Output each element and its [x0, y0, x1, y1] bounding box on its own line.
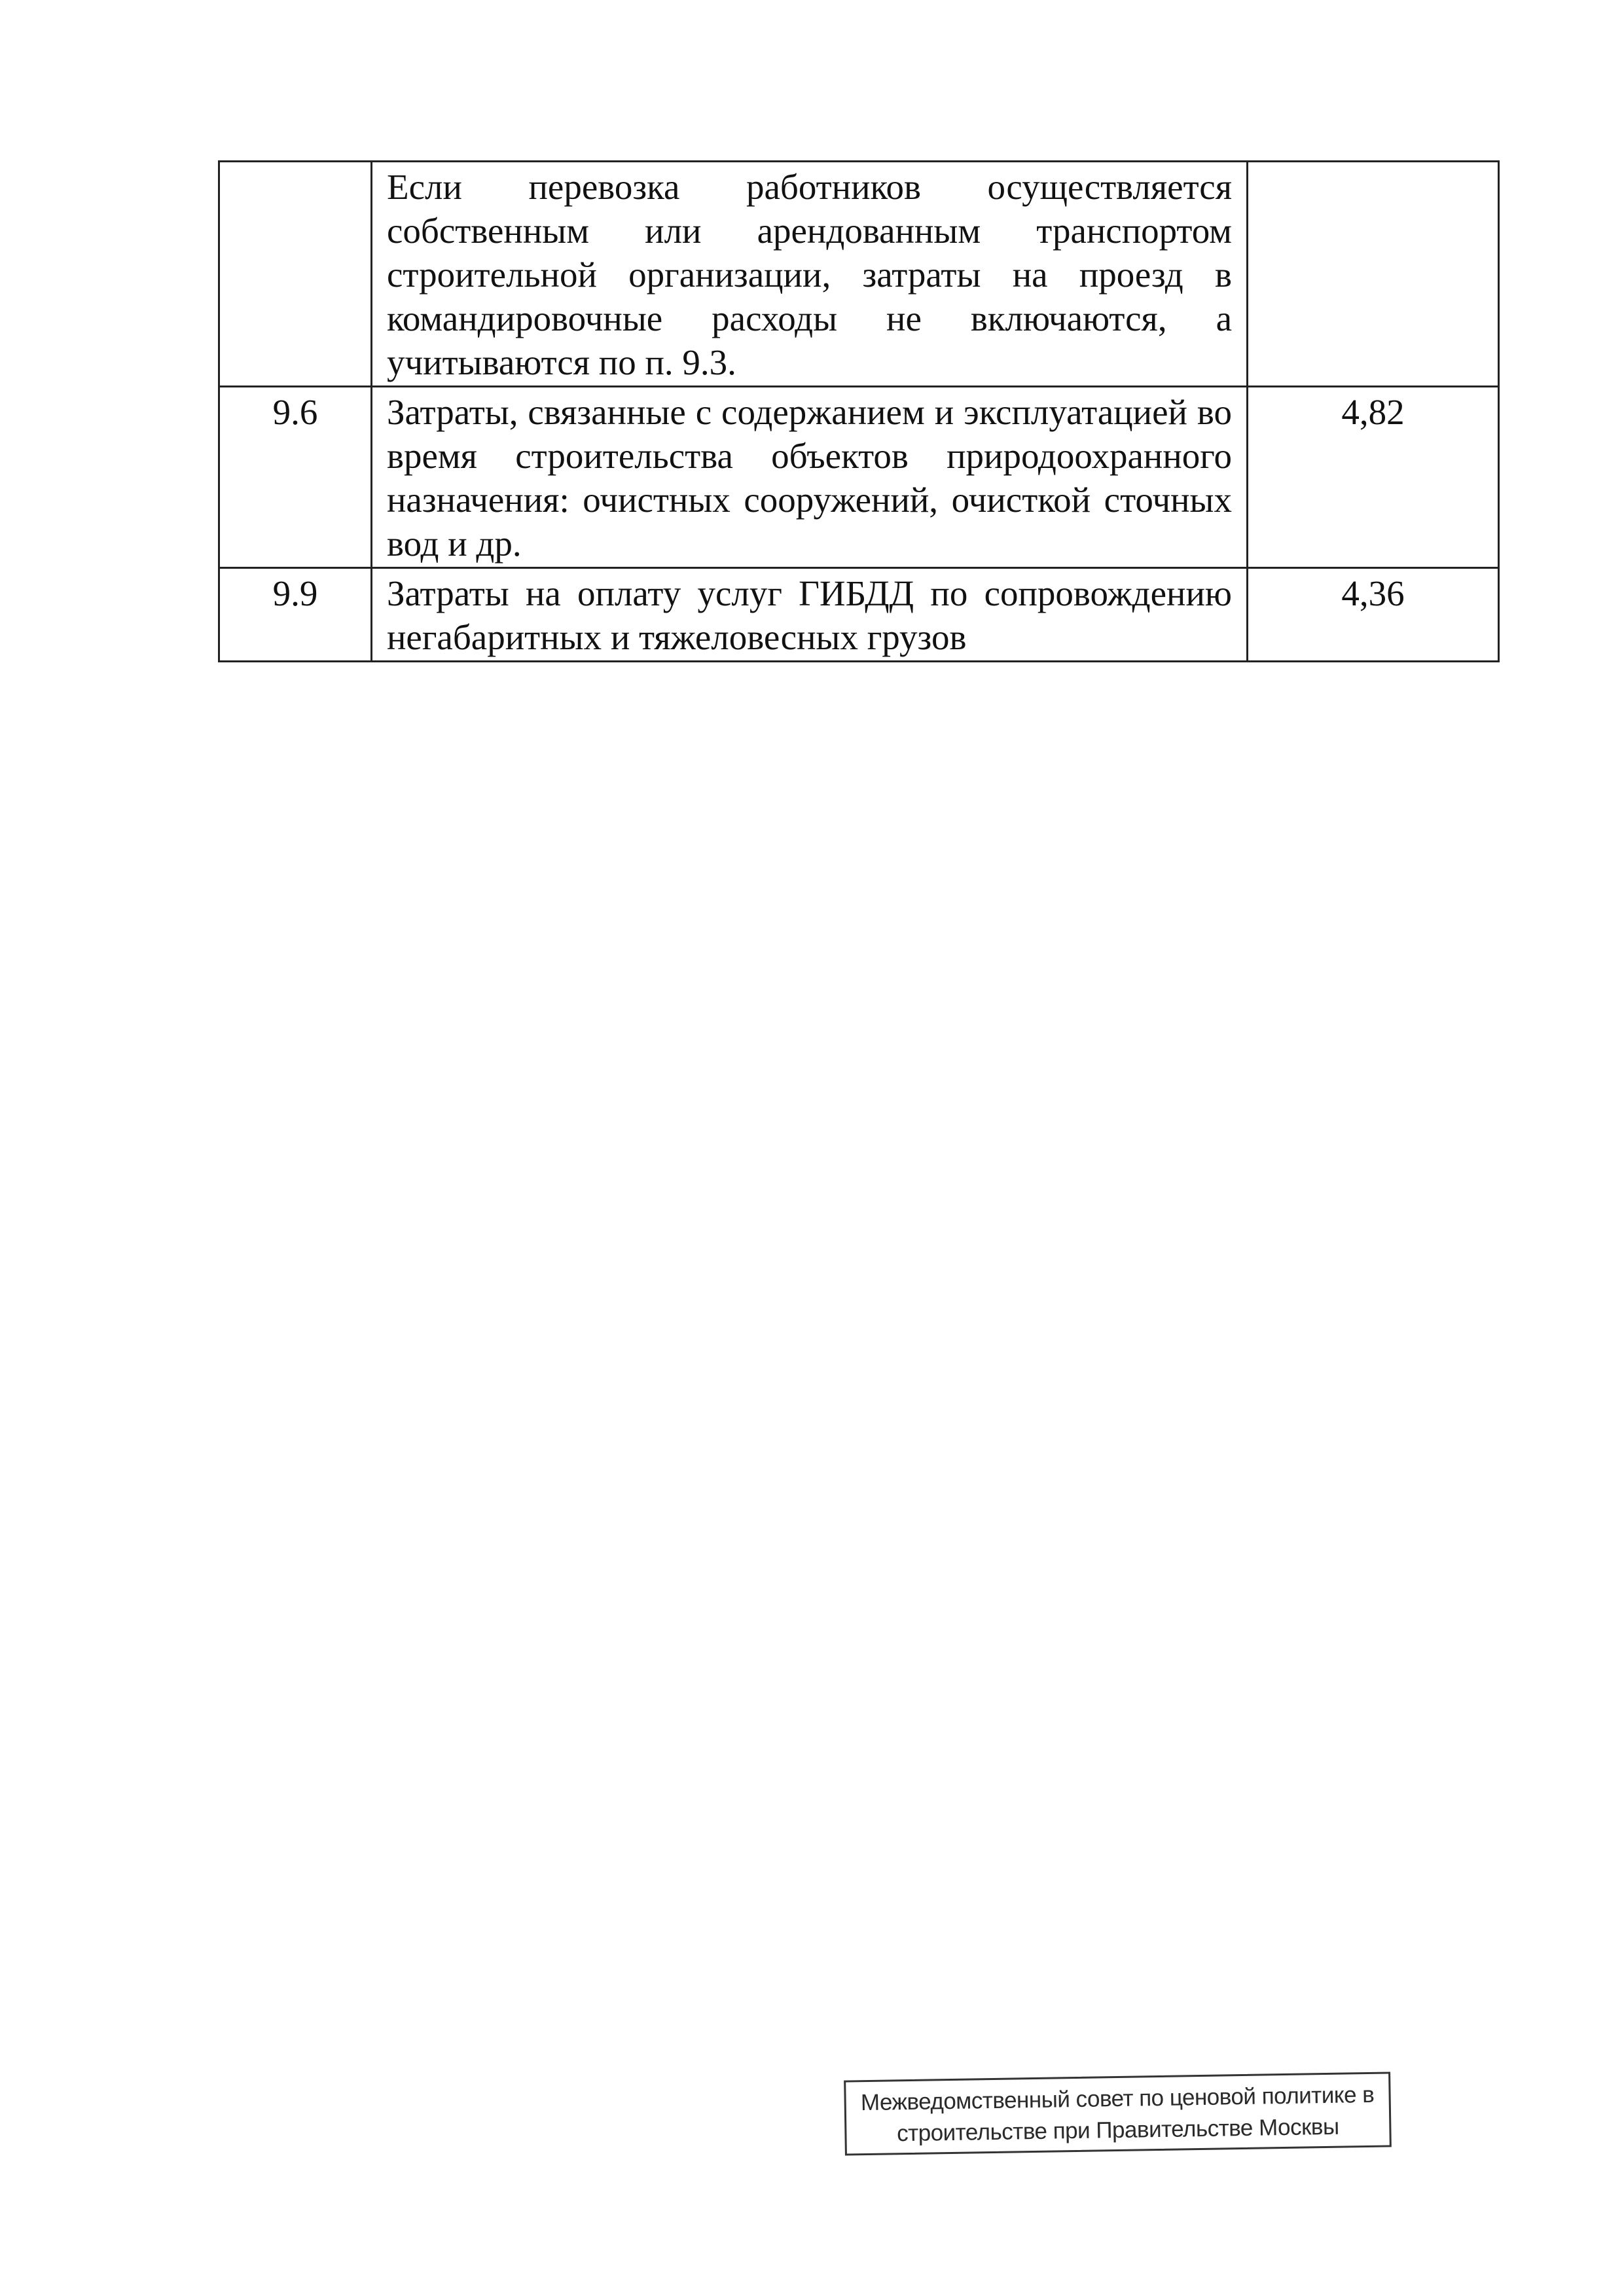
- row-number-cell: [219, 162, 372, 387]
- table-row: [219, 387, 1499, 568]
- row-description-cell: Затраты на оплату услуг ГИБДД по сопровождению негабаритных и тяжеловесных грузов: [372, 568, 1248, 662]
- row-value-cell: 4,82: [1248, 387, 1499, 568]
- stamp-line-1: Межведомственный совет по ценовой политике в: [860, 2081, 1375, 2116]
- costs-table: [218, 160, 1500, 662]
- stamp-line-2: строительстве при Правительстве Москвы: [896, 2113, 1339, 2147]
- row-number-cell: 9.9: [219, 568, 372, 662]
- row-description-cell: Затраты, связанные с содержанием и эксплуатацией во время строительства объектов природоохранного назначения: очистных сооружений, очисткой сточных вод и др.: [372, 387, 1248, 568]
- table-row: [219, 568, 1499, 662]
- table-row: [219, 162, 1499, 387]
- row-description-cell: Если перевозка работников осуществляется собственным или арендованным транспортом строительной организации, затраты на проезд в командировочные расходы не включаются, а учитываются по п. 9.3.: [372, 162, 1248, 387]
- row-value-cell: [1248, 162, 1499, 387]
- row-number-cell: 9.6: [219, 387, 372, 568]
- row-value-cell: 4,36: [1248, 568, 1499, 662]
- council-stamp: [844, 2072, 1392, 2155]
